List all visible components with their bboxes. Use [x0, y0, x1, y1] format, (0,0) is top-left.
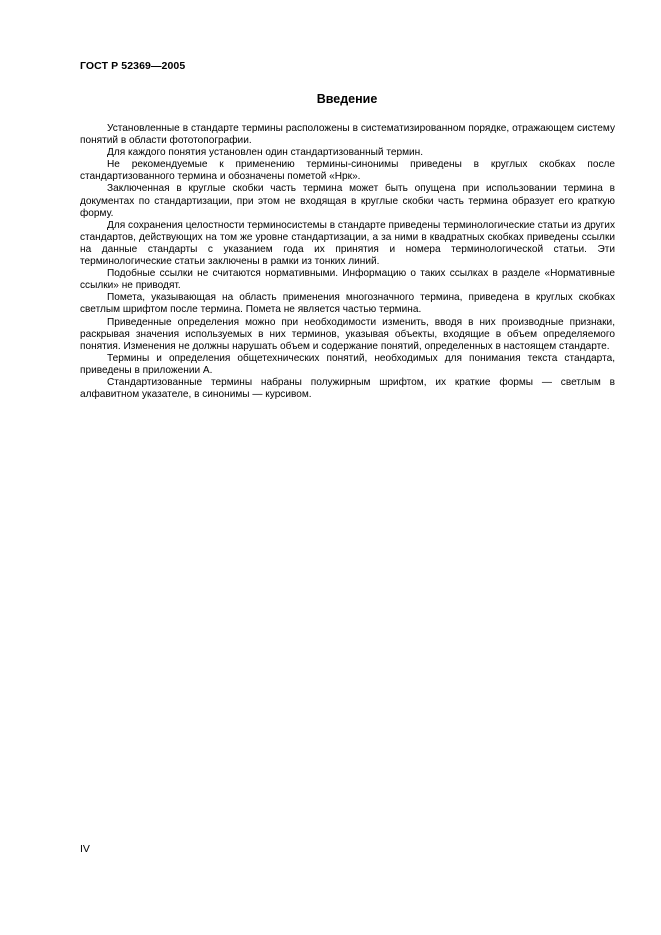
paragraph-4: Заключенная в круглые скобки часть термина может быть опущена при использовании термина в документах по стандартизации, при этом не входящая в круглые скобки часть термина образует его краткую форму. — [80, 183, 615, 219]
paragraph-1: Установленные в стандарте термины расположены в систематизированном порядке, отражающем систему понятий в области фототопографии. — [80, 123, 615, 147]
paragraph-10: Стандартизованные термины набраны полужирным шрифтом, их краткие формы — светлым в алфавитном указателе, в синонимы — курсивом. — [80, 376, 615, 401]
section-title: Введение — [316, 92, 378, 106]
document-header-code: ГОСТ Р 52369—2005 — [80, 60, 186, 72]
paragraph-3: Не рекомендуемые к применению термины-синонимы приведены в круглых скобках после стандартизованного термина и обозначены пометой «Нрк». — [80, 159, 615, 183]
paragraph-9: Термины и определения общетехнических понятий, необходимых для понимания текста стандарта, приведены в приложении А. — [80, 352, 615, 376]
paragraph-2: Для каждого понятия установлен один стандартизованный термин. — [107, 147, 424, 159]
paragraph-8: Приведенные определения можно при необходимости изменить, вводя в них производные признаки, раскрывая значения используемых в них терминов, указывая объекты, входящие в объем определяемого понятия. Изменения не должны нарушать объем и содержание понятий, определенных в настоящем стандарте. — [80, 316, 615, 352]
paragraph-7: Помета, указывающая на область применения многозначного термина, приведена в круглых скобках светлым шрифтом после термина. Помета не является частью термина. — [80, 292, 615, 316]
page-number: IV — [80, 843, 90, 855]
paragraph-6: Подобные ссылки не считаются нормативными. Информацию о таких ссылках в разделе «Нормативные ссылки» не приводят. — [80, 268, 615, 292]
paragraph-5: Для сохранения целостности терминосистемы в стандарте приведены терминологические статьи из других стандартов, действующих на том же уровне стандартизации, а за ними в квадратных скобках приведены ссылки на данные стандарты с указанием года их принятия и номера терминологической статьи. Эти терминологические статьи заключены в рамки из тонких линий. — [80, 219, 615, 268]
introduction-body — [80, 123, 615, 401]
